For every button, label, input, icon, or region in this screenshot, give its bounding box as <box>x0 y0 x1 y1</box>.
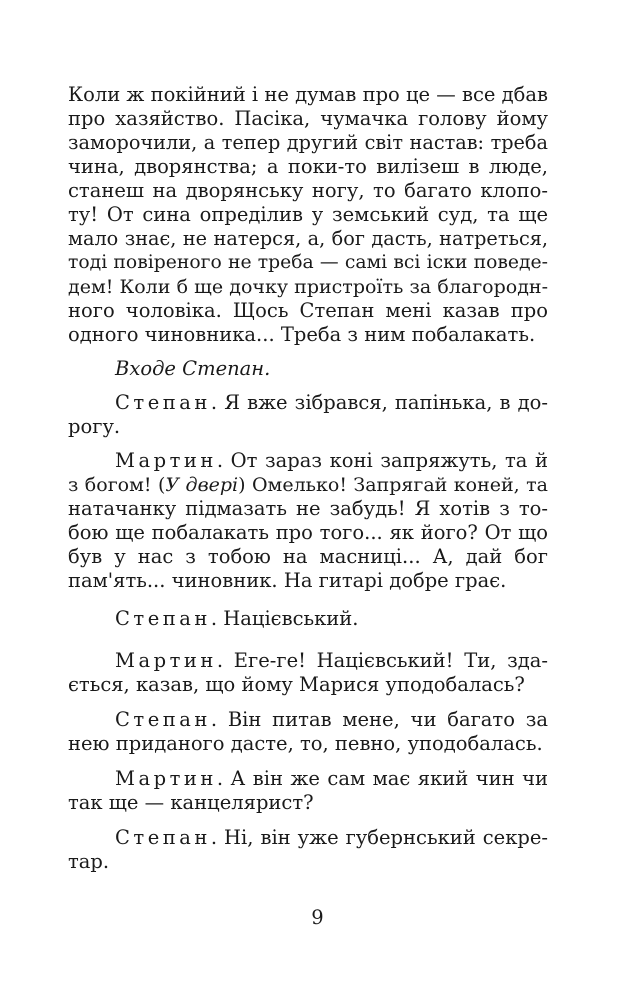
stage-direction: У двері <box>165 474 239 496</box>
text-run: так ще — канцелярист? <box>68 791 314 814</box>
text-run: ту! От сина опреділив у земський суд, та ще <box>68 203 548 226</box>
text-run: чина, дворянства; а поки-то вилізеш в люде, <box>68 155 548 178</box>
text-run: рогу. <box>68 415 121 438</box>
text-run: ного чоловіка. Щось Степан мені казав про <box>68 299 548 322</box>
text-run: був у нас з тобою на масниці... А, дай бог <box>68 545 548 568</box>
speaker-name: Степан <box>115 391 211 414</box>
text-line <box>68 791 548 815</box>
text-line <box>68 850 548 874</box>
speaker-name: Мартин <box>115 649 217 672</box>
text-run: ) Омелько! Запрягай коней, та <box>238 474 548 496</box>
text-run: натачанку підмазать не забудь! Я хотів з то- <box>68 497 548 520</box>
text-run: мало знає, не натерся, а, бог дасть, натреться, <box>68 227 548 250</box>
text-line <box>68 107 548 131</box>
text-line <box>115 649 548 673</box>
text-run: . Я вже зібрався, папінька, в до- <box>210 391 548 414</box>
text-line <box>68 473 548 497</box>
text-line <box>115 607 548 631</box>
speaker-name: Мартин <box>115 449 217 472</box>
text-line <box>68 497 548 521</box>
text-line <box>68 227 548 251</box>
text-run: ється, казав, що йому Марися уподобалась? <box>68 673 525 696</box>
text-line <box>68 155 548 179</box>
text-run: про хазяйство. Пасіка, чумачка голову йому <box>68 107 548 130</box>
text-line <box>115 826 548 850</box>
text-run: . А він же сам має який чин чи <box>216 767 548 790</box>
text-line <box>68 415 548 439</box>
text-line <box>68 732 548 756</box>
text-run: Входе Степан. <box>115 357 271 380</box>
text-run: дем! Коли б ще дочку пристроїть за благородн- <box>68 276 548 298</box>
speaker-name: Степан <box>115 826 211 849</box>
text-run: одного чиновника... Треба з ним побалакать. <box>68 323 536 346</box>
text-run: . Ні, він уже губернський секре- <box>210 826 548 849</box>
text-line <box>68 83 548 107</box>
text-run: пам'ять... чиновник. На гитарі добре грає. <box>68 569 507 592</box>
text-run: тоді повіреного не треба — самі всі іски поведе- <box>68 252 548 273</box>
text-line <box>115 767 548 791</box>
text-run: бою ще побалакать про того... як його? От що <box>68 521 548 544</box>
text-line <box>68 251 548 275</box>
text-run: . Він питав мене, чи багато за <box>210 708 548 731</box>
text-line <box>68 673 548 697</box>
speaker-name: Мартин <box>115 767 217 790</box>
text-line <box>115 391 548 415</box>
text-run: . От зараз коні запряжуть, та й <box>216 449 548 472</box>
text-run: нею приданого дасте, то, певно, уподобалась. <box>68 732 543 755</box>
text-run: станеш на дворянську ногу, то багато клопо- <box>68 179 548 202</box>
text-run: . Націєвський. <box>210 607 359 630</box>
text-run: . Еге-ге! Націєвський! Ти, зда- <box>216 649 548 672</box>
text-line <box>68 131 548 155</box>
text-run: заморочили, а тепер другий світ настав: треба <box>68 131 548 154</box>
text-run: Коли ж покійний і не думав про це — все дбав <box>68 83 548 106</box>
text-line <box>68 179 548 203</box>
stage-direction <box>115 357 548 381</box>
text-line <box>68 545 548 569</box>
text-line <box>115 708 548 732</box>
speaker-name: Степан <box>115 607 211 630</box>
text-line <box>115 449 548 473</box>
text-line <box>68 521 548 545</box>
text-run: тар. <box>68 850 110 873</box>
text-line <box>68 275 548 299</box>
speaker-name: Степан <box>115 708 211 731</box>
text-line <box>68 323 548 347</box>
page-number: 9 <box>311 906 324 929</box>
text-run: з богом! ( <box>68 474 166 496</box>
text-line <box>68 569 548 593</box>
text-line <box>68 299 548 323</box>
text-line <box>68 203 548 227</box>
